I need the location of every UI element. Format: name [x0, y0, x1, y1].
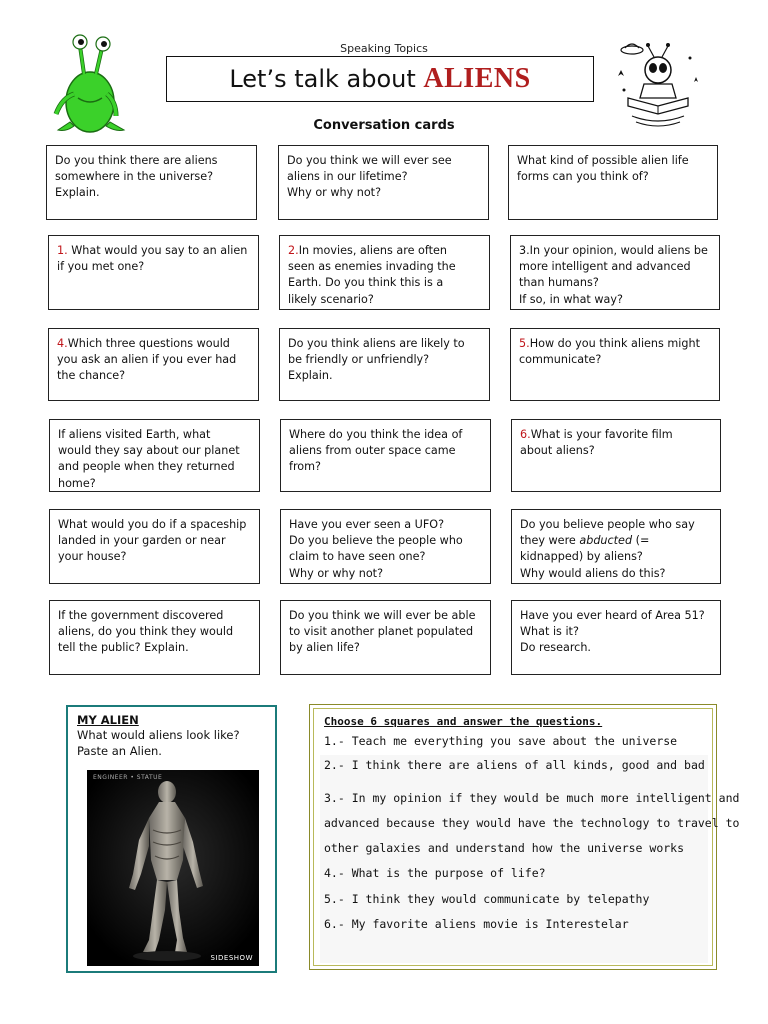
- card-text: What would you say to an alien if you met one?: [57, 244, 248, 274]
- conversation-card: [48, 328, 259, 401]
- card-text: What would you do if a spaceship landed in your garden or near your house?: [58, 518, 247, 564]
- conversation-card: [279, 235, 490, 310]
- card-number: 5.: [519, 337, 530, 350]
- answer-line: 2.- I think there are aliens of all kinds, good and bad: [324, 758, 705, 772]
- card-text: If the government discovered aliens, do you think they would tell the public? Explain.: [58, 609, 234, 655]
- page-title: [166, 56, 594, 102]
- conversation-card: [511, 600, 721, 675]
- conversation-card: [510, 235, 720, 310]
- conversation-card: [279, 328, 490, 401]
- conversation-card: [46, 145, 257, 220]
- card-text: Do you think we will ever see aliens in our lifetime? Why or why not?: [287, 154, 452, 200]
- card-text: What kind of possible alien life forms can you think of?: [517, 154, 689, 184]
- my-alien-box: [66, 705, 277, 973]
- conversation-card: [510, 328, 720, 401]
- conversation-card: [49, 419, 260, 492]
- conversation-card: [280, 509, 491, 584]
- title-main-text: Let’s talk about: [229, 65, 424, 93]
- card-text: Where do you think the idea of aliens from outer space came from?: [289, 428, 463, 474]
- my-alien-title: MY ALIEN: [77, 713, 139, 727]
- my-alien-question: What would aliens look like?: [77, 728, 240, 742]
- card-number: 1.: [57, 244, 68, 257]
- card-text: Do you think aliens are likely to be friendly or unfriendly? Explain.: [288, 337, 465, 383]
- card-text: What is your favorite film about aliens?: [520, 428, 673, 458]
- answer-line: 4.- What is the purpose of life?: [324, 866, 546, 880]
- conversation-card: [48, 235, 259, 310]
- title-accent-text: ALIENS: [423, 63, 531, 94]
- section-heading: Conversation cards: [313, 118, 455, 133]
- card-number: 6.: [520, 428, 531, 441]
- card-text: Which three questions would you ask an alien if you ever had the chance?: [57, 337, 237, 383]
- card-text: If aliens visited Earth, what would they say about our planet and people when they returned home?: [58, 428, 240, 490]
- answer-line: 5.- I think they would communicate by telepathy: [324, 892, 650, 906]
- answer-line: 6.- My favorite aliens movie is Interestelar: [324, 917, 629, 931]
- card-emphasis: abducted: [579, 534, 633, 548]
- card-number: 2.: [288, 244, 299, 257]
- conversation-card: [280, 419, 491, 492]
- page-subtitle: Speaking Topics: [340, 42, 428, 55]
- conversation-card: Do you believe people who say they were abducted (= kidnapped) by aliens? Why would aliens do this?: [511, 509, 721, 584]
- card-text: Have you ever seen a UFO? Do you believe the people who claim to have seen one? Why or why not?: [289, 518, 463, 580]
- card-number: 4.: [57, 337, 68, 350]
- card-text: Do you think there are aliens somewhere in the universe? Explain.: [55, 154, 218, 200]
- answers-panel: [320, 755, 708, 963]
- conversation-card: [508, 145, 718, 220]
- answers-inner-frame: [313, 708, 740, 966]
- conversation-card: [280, 600, 491, 675]
- card-text: Do you think we will ever be able to visit another planet populated by alien life?: [289, 609, 476, 655]
- card-text: Have you ever heard of Area 51? What is it? Do research.: [520, 609, 705, 655]
- answers-box: [309, 704, 740, 970]
- conversation-card: [511, 419, 721, 492]
- answer-line: other galaxies and understand how the universe works: [324, 841, 685, 855]
- card-text: In movies, aliens are often seen as enemies invading the Earth. Do you think this is a likely scenario?: [288, 244, 456, 306]
- my-alien-instruction: Paste an Alien.: [77, 744, 162, 758]
- conversation-card: [278, 145, 489, 220]
- photo-caption: ENGINEER • STATUE: [93, 774, 163, 781]
- conversation-card: [49, 509, 260, 584]
- alien-statue-photo: [87, 770, 259, 966]
- conversation-card: [49, 600, 260, 675]
- photo-brand-logo: SIDESHOW: [210, 954, 253, 962]
- answer-line: 1.- Teach me everything you save about the universe: [324, 734, 678, 748]
- card-text: 3.In your opinion, would aliens be more intelligent and advanced than humans? If so, in what way?: [519, 244, 708, 306]
- answer-line: 3.- In my opinion if they would be much more intelligent and: [324, 791, 740, 805]
- card-text: How do you think aliens might communicate?: [519, 337, 700, 367]
- answers-heading: Choose 6 squares and answer the questions.: [324, 715, 603, 728]
- answer-line: advanced because they would have the technology to travel to: [324, 816, 740, 830]
- alien-statue-figure: [87, 770, 259, 966]
